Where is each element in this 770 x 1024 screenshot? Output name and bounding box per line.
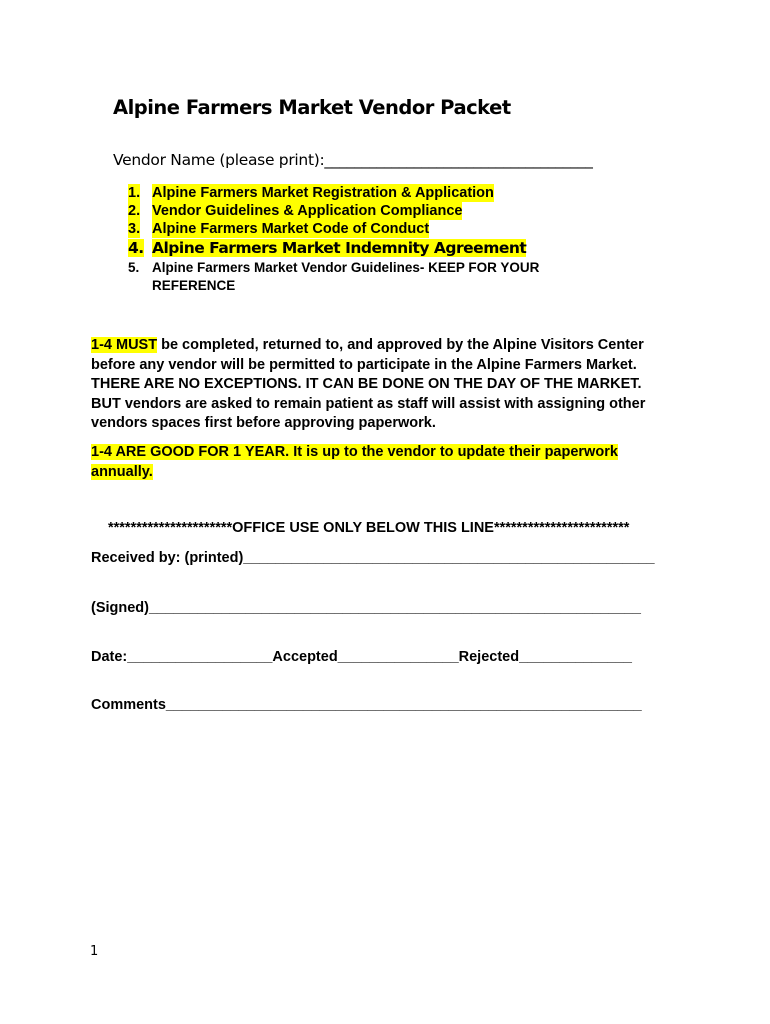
list-item-text: Alpine Farmers Market Code of Conduct — [152, 221, 430, 237]
document-title: Alpine Farmers Market Vendor Packet — [113, 96, 511, 119]
validity-line-1: 1-4 ARE GOOD FOR 1 YEAR. It is up to the vendor to update their paperwork — [91, 444, 618, 460]
received-by-field: Received by: (printed)___________________________________________________ — [91, 550, 655, 566]
list-item-number: 4. — [128, 239, 144, 257]
validity-line-2: annually. — [91, 463, 153, 480]
must-line-2: before any vendor will be permitted to participate in the Alpine Farmers Market. — [91, 356, 637, 373]
must-line-4: BUT vendors are asked to remain patient as staff will assist with assigning other — [91, 395, 646, 412]
page-number: 1 — [90, 944, 99, 959]
list-item-text: Alpine Farmers Market Vendor Guidelines- KEEP FOR YOUR — [152, 260, 540, 275]
comments-field: Comments___________________________________________________________ — [91, 697, 642, 713]
date-accepted-rejected-row: Date:__________________Accepted_______________Rejected______________ — [91, 649, 632, 665]
must-line-5: vendors spaces first before approving paperwork. — [91, 415, 436, 431]
list-item-text: Vendor Guidelines & Application Compliance — [152, 203, 463, 219]
list-item-number: 2. — [128, 203, 141, 219]
list-item-number: 1. — [128, 185, 141, 201]
list-item-text-continued: REFERENCE — [152, 278, 236, 293]
vendor-name-field: Vendor Name (please print):____________________________________ — [113, 151, 593, 169]
signed-field: (Signed)_____________________________________________________________ — [91, 600, 641, 616]
must-line-1: be completed, returned to, and approved by the Alpine Visitors Center — [157, 337, 644, 353]
list-item-number: 5. — [128, 260, 140, 275]
must-line-3: THERE ARE NO EXCEPTIONS. IT CAN BE DONE ON THE DAY OF THE MARKET. — [91, 376, 642, 392]
validity-paragraph — [91, 443, 618, 482]
must-highlight: 1-4 MUST — [91, 337, 158, 353]
list-item-text: Alpine Farmers Market Indemnity Agreement — [152, 239, 527, 257]
list-item-number: 3. — [128, 221, 141, 237]
office-use-divider: **********************OFFICE USE ONLY BELOW THIS LINE************************ — [108, 520, 630, 536]
must-paragraph — [91, 336, 645, 434]
list-item-text: Alpine Farmers Market Registration & Application — [152, 185, 494, 201]
